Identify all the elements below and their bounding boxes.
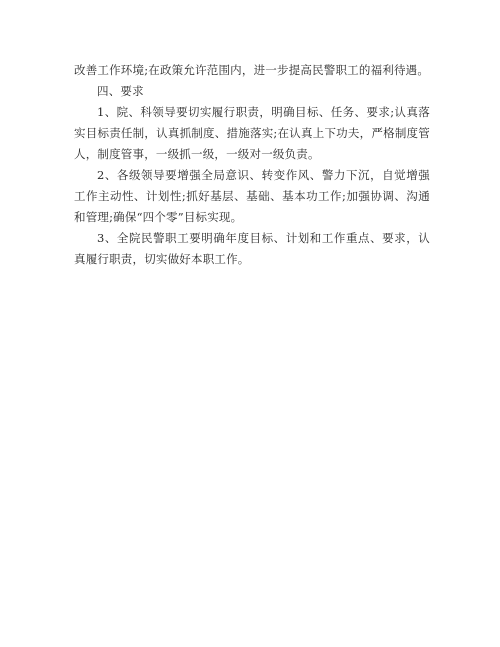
document-body xyxy=(74,60,430,270)
paragraph-requirement-1: 1、院、科领导要切实履行职责，明确目标、任务、要求;认真落实目标责任制，认真抓制度、措施落实;在认真上下功夫，严格制度管人，制度管事，一级抓一级，一级对一级负责。 xyxy=(74,105,430,161)
paragraph-continuation: 改善工作环境;在政策允许范围内，进一步提高民警职工的福利待遇。 xyxy=(74,63,430,77)
paragraph-requirement-2: 2、各级领导要增强全局意识、转变作风、警力下沉，自觉增强工作主动性、计划性;抓好基层、基础、基本功工作;加强协调、沟通和管理;确保“四个零”目标实现。 xyxy=(74,168,430,224)
paragraph-requirement-3: 3、全院民警职工要明确年度目标、计划和工作重点、要求，认真履行职责，切实做好本职工作。 xyxy=(74,231,430,266)
section-heading-requirements: 四、要求 xyxy=(97,84,144,98)
